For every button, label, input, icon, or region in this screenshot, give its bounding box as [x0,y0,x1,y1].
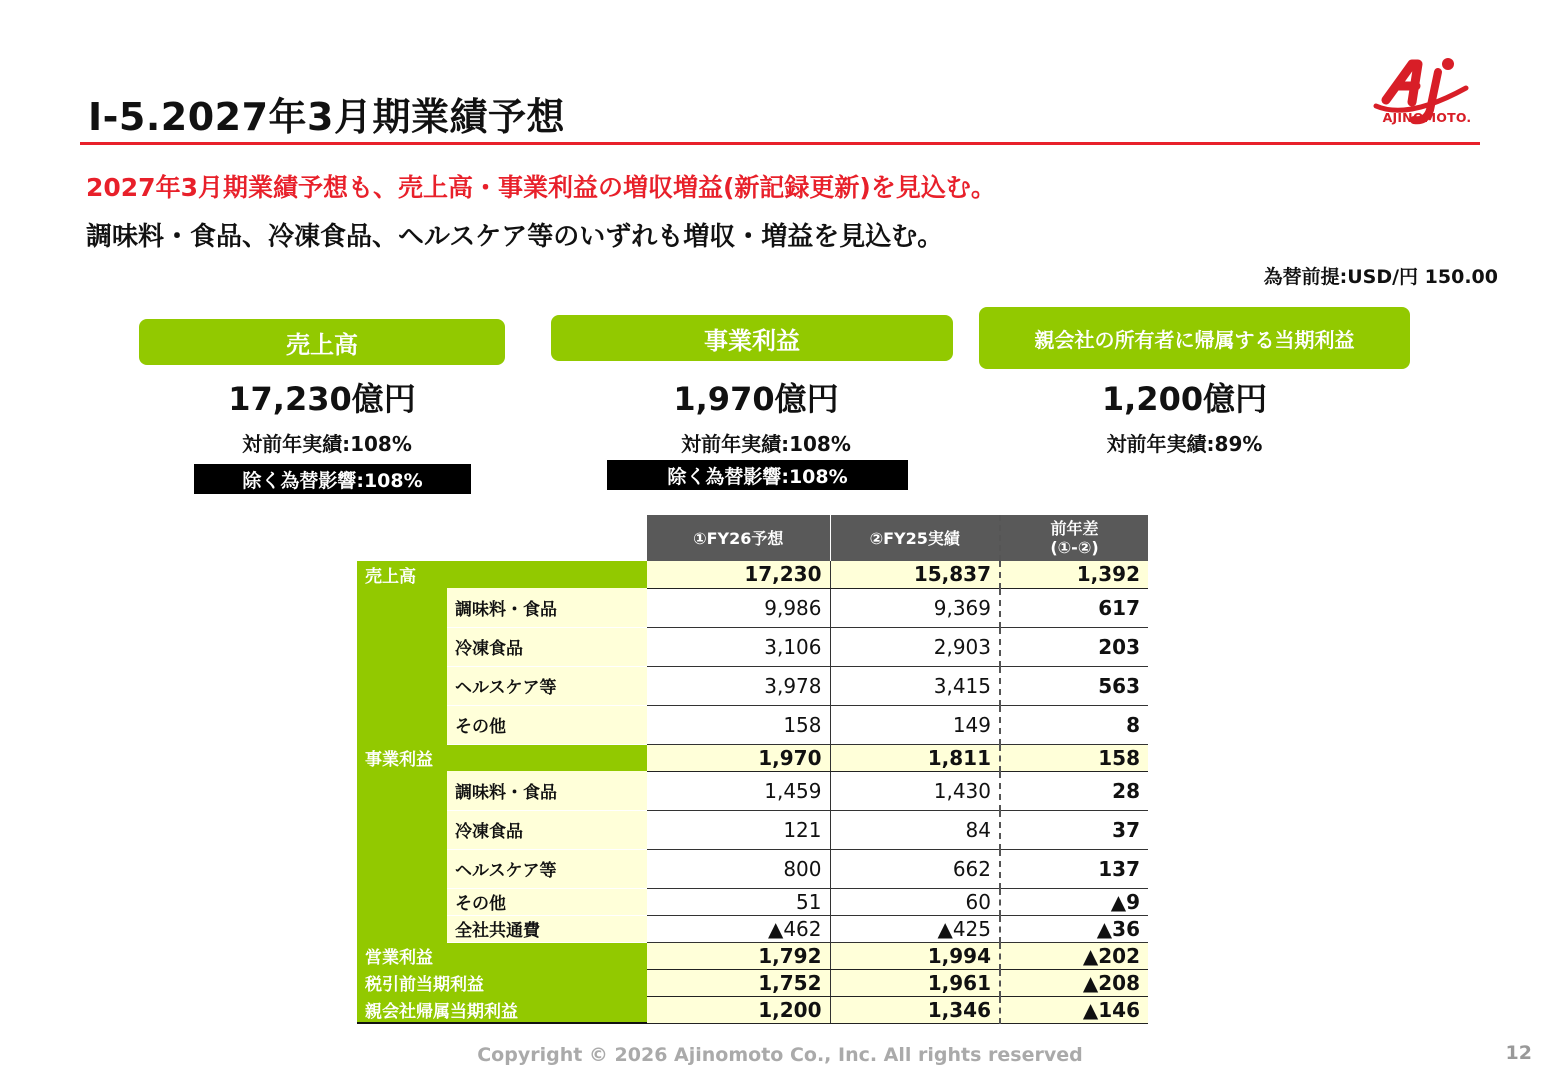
lead-line-2: 調味料・食品、冷凍食品、ヘルスケア等のいずれも増収・増益を見込む。 [86,222,944,252]
kpi-bp-fx: 除く為替影響:108% [607,460,908,490]
row-label: 売上高 [357,561,647,588]
kpi-net-value: 1,200億円 [1101,380,1268,418]
table-row: その他 158 149 8 [357,705,1148,744]
table-row: 税引前当期利益 1,752 1,961 ▲208 [357,969,1148,996]
row-label: ヘルスケア等 [447,849,647,888]
row-label: その他 [447,888,647,915]
kpi-bp-value: 1,970億円 [673,380,839,418]
kpi-sales-yoy: 対前年実績:108% [242,432,412,456]
table-row: ヘルスケア等 800 662 137 [357,849,1148,888]
kpi-bp-label: 事業利益 [551,315,953,361]
copyright-footer: Copyright © 2026 Ajinomoto Co., Inc. All rights reserved [477,1044,1083,1066]
kpi-sales-fx: 除く為替影響:108% [194,464,471,494]
logo-wordmark: AJINOMOTO. [1382,110,1472,125]
table-row: 冷凍食品 121 84 37 [357,810,1148,849]
row-label: 営業利益 [357,942,647,969]
row-label: ヘルスケア等 [447,666,647,705]
table-row: 親会社帰属当期利益 1,200 1,346 ▲146 [357,996,1148,1023]
table-row: 全社共通費 ▲462 ▲425 ▲36 [357,915,1148,942]
forecast-table [357,515,1148,1024]
row-label: 全社共通費 [447,915,647,942]
table-row: 事業利益 1,970 1,811 158 [357,744,1148,771]
table-row: 売上高 17,230 15,837 1,392 [357,561,1148,588]
page-number: 12 [1505,1042,1532,1064]
table-row: その他 51 60 ▲9 [357,888,1148,915]
table-row: 調味料・食品 9,986 9,369 617 [357,588,1148,627]
title-rule [80,142,1480,145]
kpi-sales-value: 17,230億円 [228,380,416,418]
header-yoy-diff: 前年差 (①-②) [1000,515,1148,561]
fx-assumption: 為替前提:USD/円 150.00 [1263,266,1498,288]
header-fy25-actual: ②FY25実績 [830,515,1000,561]
kpi-sales-label: 売上高 [139,319,505,365]
lead-line-1: 2027年3月期業績予想も、売上高・事業利益の増収増益(新記録更新)を見込む。 [86,173,996,202]
row-label: 冷凍食品 [447,627,647,666]
page-title: Ⅰ-5.2027年3月期業績予想 [88,95,565,139]
table-row: 営業利益 1,792 1,994 ▲202 [357,942,1148,969]
table-row: 冷凍食品 3,106 2,903 203 [357,627,1148,666]
header-fy26-forecast: ①FY26予想 [647,515,830,561]
row-label: 親会社帰属当期利益 [357,996,647,1023]
row-label: 事業利益 [357,744,647,771]
table-row: 調味料・食品 1,459 1,430 28 [357,771,1148,810]
kpi-bp-yoy: 対前年実績:108% [681,432,851,456]
row-label: 調味料・食品 [447,771,647,810]
kpi-net-yoy: 対前年実績:89% [1106,432,1263,456]
row-label: 税引前当期利益 [357,969,647,996]
table-row: ヘルスケア等 3,978 3,415 563 [357,666,1148,705]
row-label: その他 [447,705,647,744]
row-label: 調味料・食品 [447,588,647,627]
kpi-net-label: 親会社の所有者に帰属する当期利益 [979,307,1410,369]
row-label: 冷凍食品 [447,810,647,849]
